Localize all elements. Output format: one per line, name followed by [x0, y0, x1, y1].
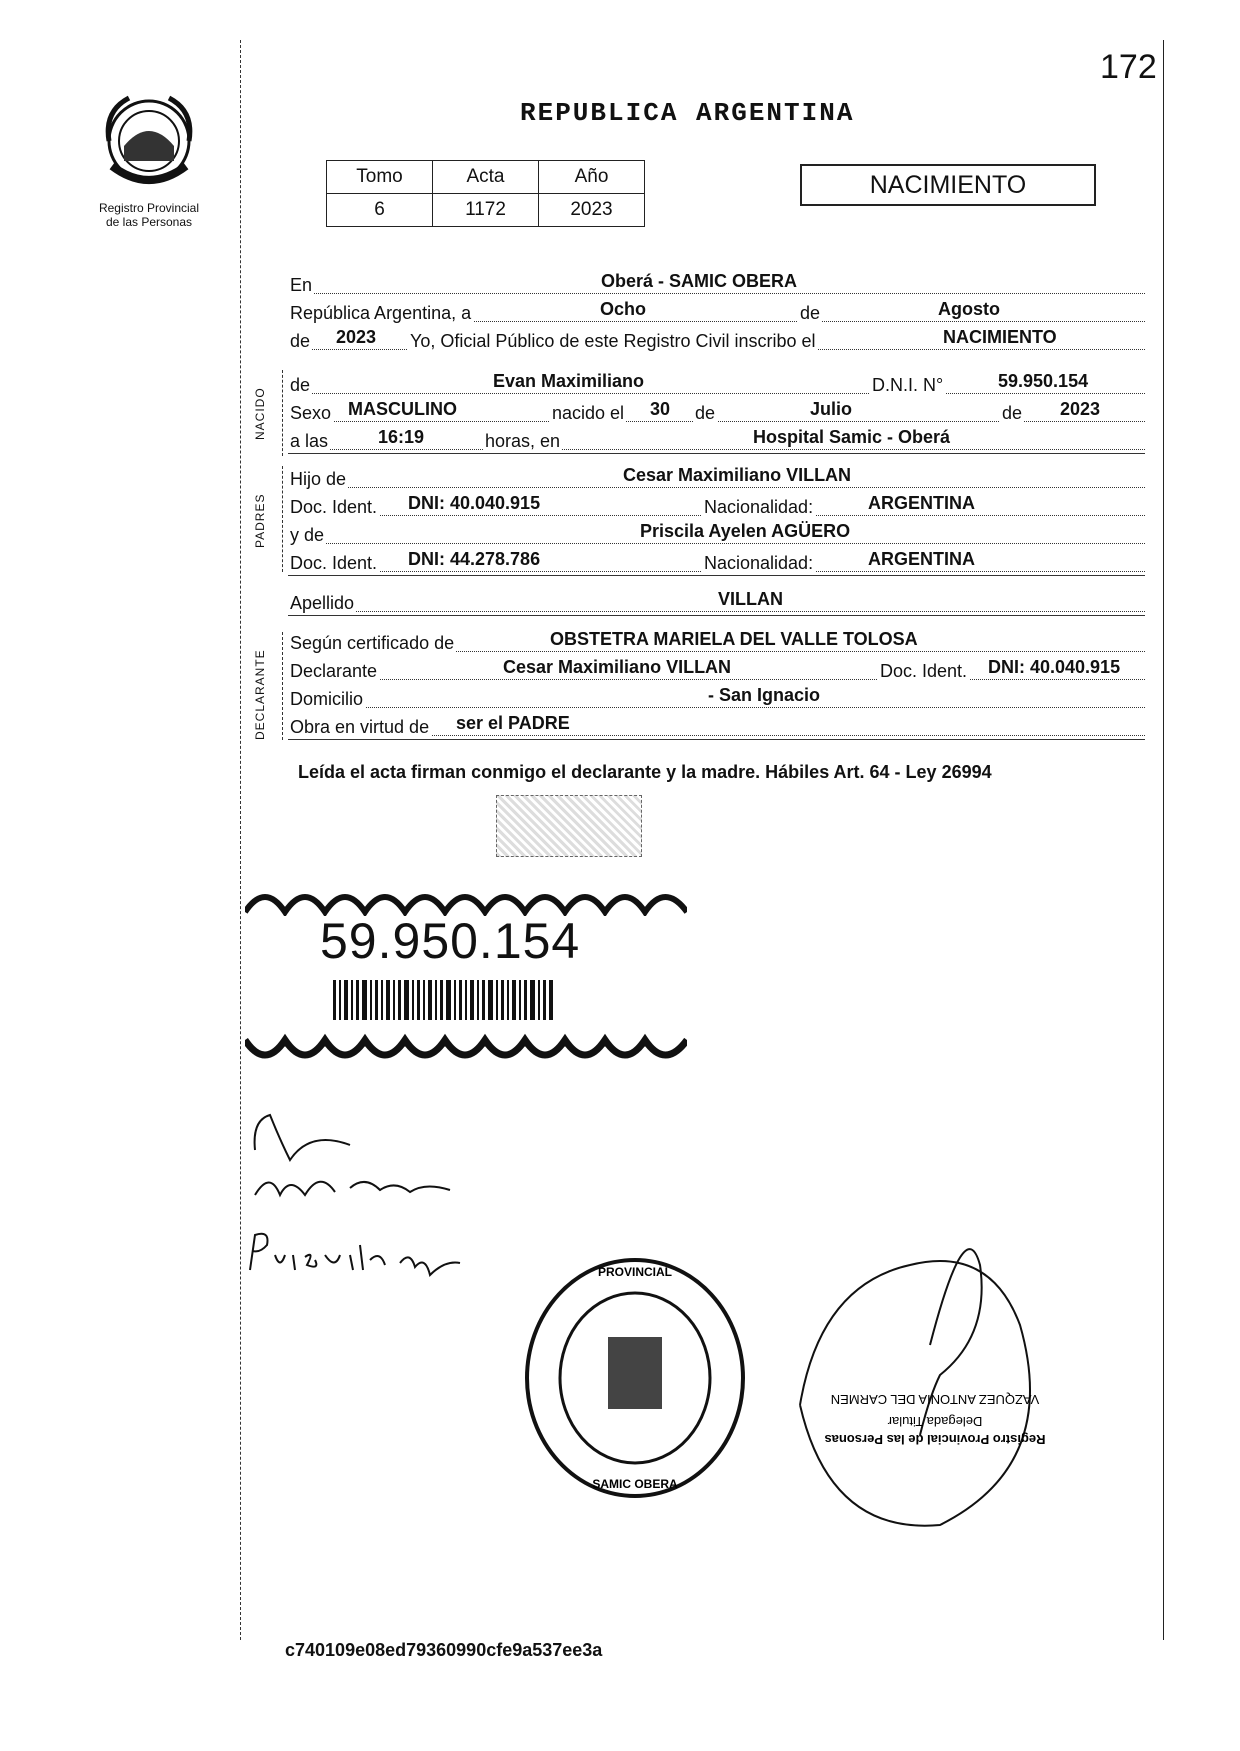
signature-declarante [250, 1110, 470, 1210]
label-madre-doc: Doc. Ident. [290, 553, 378, 573]
label-en: En [290, 275, 313, 295]
row-hora [288, 428, 1145, 454]
delegation-seal [520, 1252, 750, 1504]
value-dni: 59.950.154 [998, 371, 1089, 391]
label-a-las: a las [290, 431, 329, 451]
header-acta: Acta [433, 161, 539, 194]
registry-logo [88, 86, 210, 229]
label-declarante: Declarante [290, 661, 378, 681]
act-type-box: NACIMIENTO [800, 164, 1096, 206]
row-domicilio [288, 686, 1145, 712]
label-hijo-de: Hijo de [290, 469, 347, 489]
security-band-bottom [245, 1030, 687, 1070]
row-obra [288, 714, 1145, 740]
row-sexo [288, 400, 1145, 426]
row-padre-doc [288, 494, 1145, 520]
nacido-bar [282, 370, 283, 456]
value-anio: 2023 [539, 194, 645, 227]
value-certificado: OBSTETRA MARIELA DEL VALLE TOLOSA [550, 629, 918, 649]
svg-text:Registro Provincial de las Per: Registro Provincial de las Personas [824, 1432, 1046, 1447]
coat-of-arms-icon [94, 86, 204, 196]
value-sexo: MASCULINO [348, 399, 457, 419]
dni-number-label: 59.950.154 [320, 913, 581, 969]
row-hijo-de [288, 466, 1145, 492]
label-republica: República Argentina, a [290, 303, 472, 323]
label-madre-nac: Nacionalidad: [704, 553, 814, 573]
logo-caption-2: de las Personas [105, 215, 193, 229]
security-stamp [496, 795, 642, 857]
label-dni: D.N.I. N° [872, 375, 944, 395]
label-declarante-doc: Doc. Ident. [880, 661, 968, 681]
svg-text:Delegada Titular: Delegada Titular [887, 1414, 983, 1429]
barcode [333, 980, 555, 1020]
value-anio-nac: 2023 [1060, 399, 1101, 419]
label-obra: Obra en virtud de [290, 717, 430, 737]
label-apellido: Apellido [290, 593, 355, 613]
label-sexo: Sexo [290, 403, 332, 423]
declarante-bar [282, 632, 283, 740]
side-label-nacido: NACIDO [253, 387, 267, 440]
value-dia-nac: 30 [650, 399, 671, 419]
label-nacido-el: nacido el [552, 403, 625, 423]
left-margin-line [240, 40, 241, 1640]
value-padre-dni: DNI: 40.040.915 [408, 493, 541, 513]
row-oficial [288, 328, 1145, 354]
value-acto: NACIMIENTO [943, 327, 1057, 347]
closing-text: Leída el acta firman conmigo el declarante y la madre. Hábiles Art. 64 - Ley 26994 [298, 762, 992, 782]
value-apellido: VILLAN [718, 589, 783, 609]
label-de-nombre: de [290, 375, 311, 395]
value-hora: 16:19 [378, 427, 425, 447]
row-madre-doc [288, 550, 1145, 576]
label-de: de [800, 303, 821, 323]
label-de-line: de [290, 331, 311, 351]
label-y-de: y de [290, 525, 325, 545]
row-segun [288, 630, 1145, 656]
label-segun: Según certificado de [290, 633, 455, 653]
padres-bar [282, 466, 283, 572]
page-number: 172 [1100, 48, 1157, 86]
value-mes-nac: Julio [810, 399, 853, 419]
value-obra: ser el PADRE [456, 713, 570, 733]
row-declarante [288, 658, 1145, 684]
header-tomo: Tomo [327, 161, 433, 194]
value-declarante: Cesar Maximiliano VILLAN [503, 657, 732, 677]
row-republica [288, 300, 1145, 326]
label-yo-oficial: Yo, Oficial Público de este Registro Civil inscribo el [410, 331, 816, 351]
value-declarante-dni: DNI: 40.040.915 [988, 657, 1121, 677]
label-de-mes: de [695, 403, 716, 423]
value-madre-nac: ARGENTINA [868, 549, 975, 569]
side-label-declarante: DECLARANTE [253, 649, 267, 740]
svg-text:VAZQUEZ ANTONIA DEL CARMEN: VAZQUEZ ANTONIA DEL CARMEN [830, 1392, 1040, 1407]
label-de-anio: de [1002, 403, 1023, 423]
svg-text:SAMIC OBERA: SAMIC OBERA [592, 1477, 678, 1491]
value-domicilio: - San Ignacio [708, 685, 821, 705]
logo-caption-1: Registro Provincial [98, 201, 200, 215]
row-nombre [288, 372, 1145, 398]
value-anio: 2023 [336, 327, 377, 347]
value-padre-nac: ARGENTINA [868, 493, 975, 513]
country-title: REPUBLICA ARGENTINA [520, 98, 855, 128]
value-tomo: 6 [327, 194, 433, 227]
value-lugar-nac: Hospital Samic - Oberá [753, 427, 951, 447]
value-padre: Cesar Maximiliano VILLAN [623, 465, 852, 485]
registry-table [326, 160, 645, 227]
officer-signature-seal [790, 1205, 1080, 1535]
side-label-padres: PADRES [253, 493, 267, 548]
signature-madre [245, 1225, 475, 1285]
row-en [288, 272, 1145, 298]
row-y-de [288, 522, 1145, 548]
header-anio: Año [539, 161, 645, 194]
value-lugar: Oberá - SAMIC OBERA [601, 271, 798, 291]
label-padre-doc: Doc. Ident. [290, 497, 378, 517]
document-hash: c740109e08ed79360990cfe9a537ee3a [285, 1640, 603, 1660]
value-acta: 1172 [433, 194, 539, 227]
label-domicilio: Domicilio [290, 689, 364, 709]
label-horas-en: horas, en [485, 431, 561, 451]
value-dia-texto: Ocho [600, 299, 647, 319]
value-mes-texto: Agosto [938, 299, 1000, 319]
value-nombre: Evan Maximiliano [493, 371, 645, 391]
row-apellido [288, 590, 1145, 616]
label-padre-nac: Nacionalidad: [704, 497, 814, 517]
value-madre-dni: DNI: 44.278.786 [408, 549, 541, 569]
svg-text:PROVINCIAL: PROVINCIAL [597, 1265, 673, 1279]
security-band-top [245, 882, 687, 916]
right-margin-line [1163, 40, 1164, 1640]
value-madre: Priscila Ayelen AGÜERO [640, 521, 851, 541]
